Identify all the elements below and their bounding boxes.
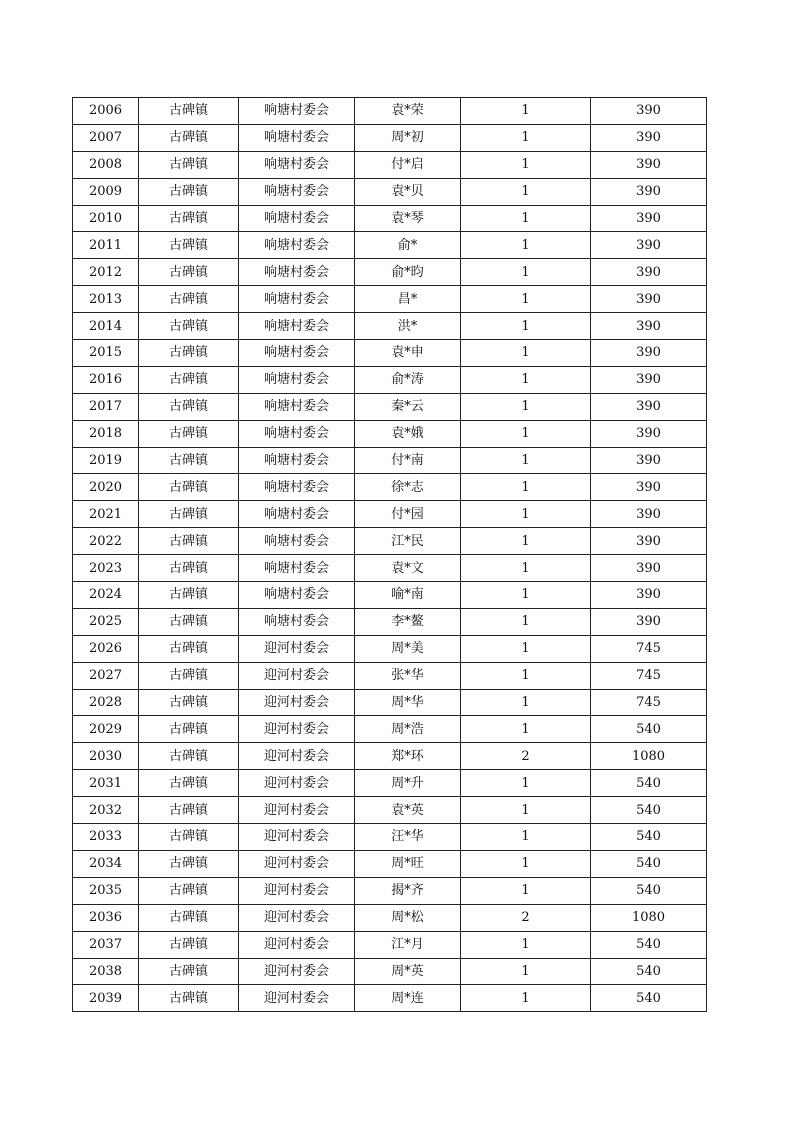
count-cell: 1: [461, 608, 591, 635]
row-number-cell: 2032: [73, 797, 139, 824]
village-committee-cell: 响塘村委会: [239, 528, 355, 555]
town-cell: 古碑镇: [139, 178, 239, 205]
row-number-cell: 2009: [73, 178, 139, 205]
count-cell: 1: [461, 528, 591, 555]
row-number-cell: 2039: [73, 985, 139, 1012]
name-cell: 秦*云: [355, 393, 461, 420]
amount-cell: 1080: [591, 743, 707, 770]
count-cell: 1: [461, 555, 591, 582]
table-row: [73, 689, 707, 716]
town-cell: 古碑镇: [139, 393, 239, 420]
town-cell: 古碑镇: [139, 824, 239, 851]
village-committee-cell: 响塘村委会: [239, 232, 355, 259]
village-committee-cell: 响塘村委会: [239, 582, 355, 609]
table-row: [73, 98, 707, 125]
town-cell: 古碑镇: [139, 474, 239, 501]
table-row: [73, 635, 707, 662]
row-number-cell: 2020: [73, 474, 139, 501]
row-number-cell: 2025: [73, 608, 139, 635]
count-cell: 1: [461, 366, 591, 393]
town-cell: 古碑镇: [139, 313, 239, 340]
name-cell: 袁*申: [355, 340, 461, 367]
amount-cell: 390: [591, 313, 707, 340]
count-cell: 1: [461, 797, 591, 824]
amount-cell: 745: [591, 662, 707, 689]
name-cell: 洪*: [355, 313, 461, 340]
row-number-cell: 2017: [73, 393, 139, 420]
amount-cell: 390: [591, 124, 707, 151]
table-row: [73, 340, 707, 367]
village-committee-cell: 迎河村委会: [239, 931, 355, 958]
town-cell: 古碑镇: [139, 98, 239, 125]
town-cell: 古碑镇: [139, 286, 239, 313]
count-cell: 1: [461, 205, 591, 232]
name-cell: 周*华: [355, 689, 461, 716]
table-row: [73, 232, 707, 259]
count-cell: 1: [461, 877, 591, 904]
amount-cell: 390: [591, 286, 707, 313]
count-cell: 1: [461, 259, 591, 286]
village-committee-cell: 迎河村委会: [239, 716, 355, 743]
count-cell: 1: [461, 689, 591, 716]
row-number-cell: 2029: [73, 716, 139, 743]
row-number-cell: 2006: [73, 98, 139, 125]
town-cell: 古碑镇: [139, 447, 239, 474]
name-cell: 周*美: [355, 635, 461, 662]
amount-cell: 540: [591, 877, 707, 904]
town-cell: 古碑镇: [139, 582, 239, 609]
count-cell: 1: [461, 824, 591, 851]
village-committee-cell: 响塘村委会: [239, 393, 355, 420]
name-cell: 袁*文: [355, 555, 461, 582]
name-cell: 周*升: [355, 770, 461, 797]
row-number-cell: 2034: [73, 850, 139, 877]
amount-cell: 540: [591, 931, 707, 958]
table-row: [73, 259, 707, 286]
village-committee-cell: 迎河村委会: [239, 904, 355, 931]
village-committee-cell: 迎河村委会: [239, 877, 355, 904]
count-cell: 1: [461, 286, 591, 313]
village-committee-cell: 响塘村委会: [239, 98, 355, 125]
amount-cell: 390: [591, 178, 707, 205]
row-number-cell: 2013: [73, 286, 139, 313]
count-cell: 2: [461, 904, 591, 931]
count-cell: 1: [461, 662, 591, 689]
table-row: [73, 366, 707, 393]
village-committee-cell: 响塘村委会: [239, 447, 355, 474]
village-committee-cell: 迎河村委会: [239, 985, 355, 1012]
row-number-cell: 2027: [73, 662, 139, 689]
row-number-cell: 2035: [73, 877, 139, 904]
row-number-cell: 2030: [73, 743, 139, 770]
name-cell: 周*英: [355, 958, 461, 985]
amount-cell: 540: [591, 716, 707, 743]
village-committee-cell: 响塘村委会: [239, 501, 355, 528]
amount-cell: 540: [591, 797, 707, 824]
name-cell: 徐*志: [355, 474, 461, 501]
village-committee-cell: 响塘村委会: [239, 474, 355, 501]
row-number-cell: 2023: [73, 555, 139, 582]
village-committee-cell: 响塘村委会: [239, 124, 355, 151]
table-row: [73, 393, 707, 420]
amount-cell: 390: [591, 232, 707, 259]
village-committee-cell: 响塘村委会: [239, 608, 355, 635]
town-cell: 古碑镇: [139, 743, 239, 770]
table-row: [73, 151, 707, 178]
name-cell: 李*鳌: [355, 608, 461, 635]
count-cell: 1: [461, 393, 591, 420]
table-row: [73, 582, 707, 609]
row-number-cell: 2011: [73, 232, 139, 259]
town-cell: 古碑镇: [139, 770, 239, 797]
table-row: [73, 447, 707, 474]
name-cell: 付*南: [355, 447, 461, 474]
village-committee-cell: 迎河村委会: [239, 635, 355, 662]
town-cell: 古碑镇: [139, 501, 239, 528]
town-cell: 古碑镇: [139, 420, 239, 447]
table-row: [73, 474, 707, 501]
village-committee-cell: 响塘村委会: [239, 151, 355, 178]
village-committee-cell: 响塘村委会: [239, 313, 355, 340]
count-cell: 1: [461, 313, 591, 340]
name-cell: 汪*华: [355, 824, 461, 851]
name-cell: 揭*齐: [355, 877, 461, 904]
count-cell: 1: [461, 124, 591, 151]
row-number-cell: 2010: [73, 205, 139, 232]
table-row: [73, 205, 707, 232]
table-row: [73, 501, 707, 528]
village-committee-cell: 迎河村委会: [239, 743, 355, 770]
village-committee-cell: 响塘村委会: [239, 205, 355, 232]
town-cell: 古碑镇: [139, 528, 239, 555]
amount-cell: 745: [591, 635, 707, 662]
table-row: [73, 420, 707, 447]
count-cell: 1: [461, 151, 591, 178]
village-committee-cell: 迎河村委会: [239, 689, 355, 716]
amount-cell: 390: [591, 555, 707, 582]
row-number-cell: 2008: [73, 151, 139, 178]
name-cell: 俞*: [355, 232, 461, 259]
count-cell: 1: [461, 474, 591, 501]
table-row: [73, 797, 707, 824]
town-cell: 古碑镇: [139, 904, 239, 931]
town-cell: 古碑镇: [139, 232, 239, 259]
village-committee-cell: 响塘村委会: [239, 420, 355, 447]
amount-cell: 390: [591, 259, 707, 286]
town-cell: 古碑镇: [139, 662, 239, 689]
name-cell: 袁*娥: [355, 420, 461, 447]
table-row: [73, 662, 707, 689]
town-cell: 古碑镇: [139, 877, 239, 904]
village-committee-cell: 响塘村委会: [239, 286, 355, 313]
name-cell: 周*初: [355, 124, 461, 151]
table-body: [73, 98, 707, 1012]
name-cell: 袁*荣: [355, 98, 461, 125]
name-cell: 俞*昀: [355, 259, 461, 286]
row-number-cell: 2016: [73, 366, 139, 393]
town-cell: 古碑镇: [139, 958, 239, 985]
table-row: [73, 178, 707, 205]
count-cell: 1: [461, 232, 591, 259]
village-committee-cell: 迎河村委会: [239, 850, 355, 877]
amount-cell: 540: [591, 850, 707, 877]
count-cell: 1: [461, 447, 591, 474]
row-number-cell: 2033: [73, 824, 139, 851]
count-cell: 1: [461, 635, 591, 662]
row-number-cell: 2024: [73, 582, 139, 609]
amount-cell: 745: [591, 689, 707, 716]
row-number-cell: 2036: [73, 904, 139, 931]
table-row: [73, 555, 707, 582]
amount-cell: 390: [591, 151, 707, 178]
name-cell: 喻*南: [355, 582, 461, 609]
village-committee-cell: 迎河村委会: [239, 662, 355, 689]
name-cell: 张*华: [355, 662, 461, 689]
village-committee-cell: 迎河村委会: [239, 797, 355, 824]
town-cell: 古碑镇: [139, 340, 239, 367]
count-cell: 1: [461, 501, 591, 528]
table-row: [73, 608, 707, 635]
table-row: [73, 286, 707, 313]
name-cell: 江*民: [355, 528, 461, 555]
table-row: [73, 124, 707, 151]
name-cell: 袁*贝: [355, 178, 461, 205]
count-cell: 1: [461, 850, 591, 877]
town-cell: 古碑镇: [139, 689, 239, 716]
table-row: [73, 313, 707, 340]
town-cell: 古碑镇: [139, 985, 239, 1012]
row-number-cell: 2007: [73, 124, 139, 151]
name-cell: 昌*: [355, 286, 461, 313]
name-cell: 郑*环: [355, 743, 461, 770]
village-committee-cell: 迎河村委会: [239, 958, 355, 985]
town-cell: 古碑镇: [139, 931, 239, 958]
name-cell: 周*浩: [355, 716, 461, 743]
town-cell: 古碑镇: [139, 797, 239, 824]
village-committee-cell: 响塘村委会: [239, 340, 355, 367]
town-cell: 古碑镇: [139, 850, 239, 877]
table-row: [73, 743, 707, 770]
amount-cell: 390: [591, 582, 707, 609]
town-cell: 古碑镇: [139, 555, 239, 582]
row-number-cell: 2028: [73, 689, 139, 716]
amount-cell: 390: [591, 501, 707, 528]
table-row: [73, 850, 707, 877]
name-cell: 周*松: [355, 904, 461, 931]
row-number-cell: 2021: [73, 501, 139, 528]
count-cell: 1: [461, 716, 591, 743]
village-committee-cell: 响塘村委会: [239, 259, 355, 286]
village-committee-cell: 响塘村委会: [239, 555, 355, 582]
count-cell: 1: [461, 582, 591, 609]
count-cell: 1: [461, 985, 591, 1012]
town-cell: 古碑镇: [139, 635, 239, 662]
amount-cell: 390: [591, 608, 707, 635]
table-row: [73, 985, 707, 1012]
amount-cell: 390: [591, 420, 707, 447]
name-cell: 付*园: [355, 501, 461, 528]
village-committee-cell: 迎河村委会: [239, 770, 355, 797]
count-cell: 1: [461, 931, 591, 958]
table-row: [73, 877, 707, 904]
amount-cell: 540: [591, 770, 707, 797]
town-cell: 古碑镇: [139, 151, 239, 178]
row-number-cell: 2019: [73, 447, 139, 474]
name-cell: 周*旺: [355, 850, 461, 877]
village-committee-cell: 响塘村委会: [239, 178, 355, 205]
table-row: [73, 716, 707, 743]
table-row: [73, 904, 707, 931]
amount-cell: 390: [591, 393, 707, 420]
count-cell: 2: [461, 743, 591, 770]
name-cell: 袁*琴: [355, 205, 461, 232]
count-cell: 1: [461, 958, 591, 985]
row-number-cell: 2012: [73, 259, 139, 286]
town-cell: 古碑镇: [139, 366, 239, 393]
amount-cell: 1080: [591, 904, 707, 931]
name-cell: 江*月: [355, 931, 461, 958]
row-number-cell: 2022: [73, 528, 139, 555]
amount-cell: 390: [591, 340, 707, 367]
count-cell: 1: [461, 178, 591, 205]
town-cell: 古碑镇: [139, 716, 239, 743]
row-number-cell: 2014: [73, 313, 139, 340]
amount-cell: 390: [591, 366, 707, 393]
row-number-cell: 2018: [73, 420, 139, 447]
table-row: [73, 528, 707, 555]
amount-cell: 540: [591, 824, 707, 851]
amount-cell: 390: [591, 205, 707, 232]
count-cell: 1: [461, 420, 591, 447]
count-cell: 1: [461, 340, 591, 367]
row-number-cell: 2026: [73, 635, 139, 662]
amount-cell: 390: [591, 474, 707, 501]
table-row: [73, 958, 707, 985]
name-cell: 俞*涛: [355, 366, 461, 393]
amount-cell: 390: [591, 528, 707, 555]
count-cell: 1: [461, 98, 591, 125]
village-committee-cell: 响塘村委会: [239, 366, 355, 393]
town-cell: 古碑镇: [139, 124, 239, 151]
row-number-cell: 2031: [73, 770, 139, 797]
village-committee-cell: 迎河村委会: [239, 824, 355, 851]
table-row: [73, 770, 707, 797]
count-cell: 1: [461, 770, 591, 797]
town-cell: 古碑镇: [139, 608, 239, 635]
amount-cell: 390: [591, 98, 707, 125]
data-table: [72, 97, 707, 1012]
amount-cell: 540: [591, 985, 707, 1012]
name-cell: 周*连: [355, 985, 461, 1012]
name-cell: 付*启: [355, 151, 461, 178]
table-row: [73, 824, 707, 851]
table-row: [73, 931, 707, 958]
row-number-cell: 2037: [73, 931, 139, 958]
town-cell: 古碑镇: [139, 259, 239, 286]
row-number-cell: 2015: [73, 340, 139, 367]
row-number-cell: 2038: [73, 958, 139, 985]
amount-cell: 540: [591, 958, 707, 985]
amount-cell: 390: [591, 447, 707, 474]
town-cell: 古碑镇: [139, 205, 239, 232]
name-cell: 袁*英: [355, 797, 461, 824]
